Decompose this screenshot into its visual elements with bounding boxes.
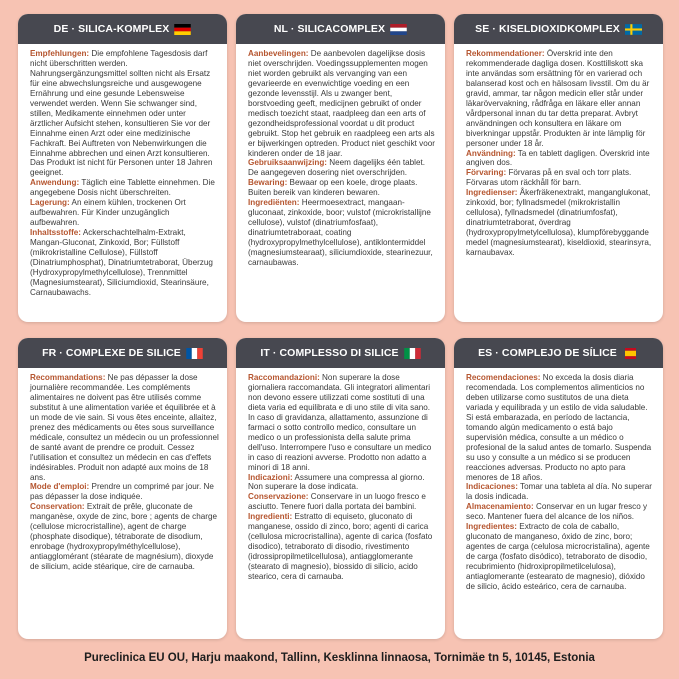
- card-section: [466, 49, 655, 149]
- section-label: Ingredientes:: [466, 522, 518, 532]
- section-label: Anwendung:: [30, 178, 80, 188]
- card-section: [30, 49, 219, 178]
- section-text: Åkerfräkenextrakt, manganglukonat, zinkoxid, bor; fyllnadsmedel (mikrokristallin cellulosa), fyllnadsmedel (dinatriumfosfat), dinatriumtetraborat, överdrag (hydroxypropylmetylcellulosa), klumpförebyggande medel (magnesiumstearat), kiseldioxid, stearinsyra, karnaubavax.: [466, 188, 652, 258]
- section-label: Indicaciones:: [466, 482, 518, 492]
- section-label: Mode d'emploi:: [30, 482, 90, 492]
- section-text: Ne pas dépasser la dose journalière recommandée. Les compléments alimentaires ne doivent pas être utilisés comme substitut à une alimentation variée et équilibrée et à un mode de vie sain. Si vous êtes enceinte, allaitez, prenez des médicaments ou êtes sous surveillance médicale, consultez un médecin ou un professionnel de santé avant de prendre ce produit. Cessez l'utilisation et consultez un médecin en cas d'effets indésirables. Produit non adapté aux moins de 18 ans.: [30, 373, 219, 482]
- section-label: Förvaring:: [466, 168, 507, 178]
- section-text: Extrait de prêle, gluconate de manganèse, oxyde de zinc, bore ; agents de charge (cellulose microcristalline), agent de charge (phosphate disodique), tétraborate de disodium, enrobage (hydroxypropylméthylcellulose), antiagglomérant (stéarate de magnésium), dioxyde de silicium, acide stéarique, cire de carnauba.: [30, 502, 217, 572]
- section-label: Conservazione:: [248, 492, 309, 502]
- section-text: Heermoesextract, mangaan-gluconaat, zinkoxide, boor; vulstof (microkristallijne cellulose), vulstof (dinatriumfosfaat), dinatriumtetraboraat, coating (hydroxypropylmethylcellulose), antiklontermiddel (magnesiumstearaat), siliciumdioxide, stearinezuur, carnaubawas.: [248, 198, 433, 268]
- card-it: [236, 338, 445, 639]
- card-section: [248, 512, 437, 582]
- card-section: [466, 522, 655, 592]
- card-fr: [18, 338, 227, 639]
- section-text: Tomar una tableta al día. No superar la dosis indicada.: [466, 482, 652, 502]
- section-label: Lagerung:: [30, 198, 70, 208]
- card-body: [18, 368, 227, 578]
- card-section: [248, 49, 437, 158]
- section-text: Extracto de cola de caballo, gluconato de manganeso, óxido de zinc, boro; agentes de carga (celulosa microcristalina), agente de carga (fosfato disódico), tetraborato de disodio, recubrimiento (hidroxipropilmetilcelulosa), antiaglomerante (estearato de magnesio), dióxido de silicio, ácido esteárico, cera de carnauba.: [466, 522, 650, 592]
- card-title-bar: [236, 338, 445, 368]
- card-section: [30, 373, 219, 482]
- card-section: [248, 158, 437, 178]
- section-text: Conservare in un luogo fresco e asciutto. Tenere fuori dalla portata dei bambini.: [248, 492, 426, 512]
- section-label: Rekommendationer:: [466, 49, 545, 58]
- card-se: [454, 14, 663, 322]
- card-title: IT · COMPLESSO DI SILICE: [260, 347, 399, 359]
- section-label: Empfehlungen:: [30, 49, 90, 58]
- card-es: [454, 338, 663, 639]
- card-section: [30, 482, 219, 502]
- section-label: Inhaltsstoffe:: [30, 228, 82, 238]
- section-text: Neem dagelijks één tablet. De aangegeven dosering niet overschrijden.: [248, 158, 426, 178]
- section-text: Täglich eine Tablette einnehmen. Die angegebene Dosis nicht überschreiten.: [30, 178, 215, 198]
- card-title: SE · KISELDIOXIDKOMPLEX: [475, 23, 620, 35]
- section-text: Conservar en un lugar fresco y seco. Mantener fuera del alcance de los niños.: [466, 502, 648, 522]
- section-label: Ingrediënten:: [248, 198, 300, 208]
- section-label: Ingredienser:: [466, 188, 518, 198]
- card-title-bar: [454, 338, 663, 368]
- section-label: Ingredienti:: [248, 512, 293, 522]
- card-section: [248, 373, 437, 473]
- section-label: Bewaring:: [248, 178, 288, 188]
- card-title: FR · COMPLEXE DE SILICE: [42, 347, 181, 359]
- section-text: Non superare la dose giornaliera raccomandata. Gli integratori alimentari non devono essere utilizzati come sostituti di una dieta varia ed equilibrata e di uno stile di vita sano. In caso di gravidanza, allattamento, assunzione di farmaci o sotto controllo medico, consultare un medico o un professionista della salute prima dell'uso. Interrompere l'uso e consultare un medico in caso di reazioni avverse. Prodotto non adatto a minori di 18 anni.: [248, 373, 432, 472]
- card-section: [30, 198, 219, 228]
- card-de: [18, 14, 227, 322]
- card-section: [466, 482, 655, 502]
- card-section: [248, 198, 437, 268]
- card-title: NL · SILICACOMPLEX: [273, 23, 386, 35]
- section-text: De aanbevolen dagelijkse dosis niet overschrijden. Voedingssupplementen mogen niet worden gebruikt als vervanging van een gevarieerde en evenwichtige voeding en een gezonde levensstijl. Als u zwanger bent, borstvoeding geeft, medicijnen gebruikt of onder medisch toezicht staat, raadpleeg dan een arts of gezondheidsprofessional voordat u dit product gebruikt. Stop het gebruik en raadpleeg een arts als er bijwerkingen optreden. Product niet geschikt voor kinderen onder de 18 jaar.: [248, 49, 435, 158]
- card-title-bar: [236, 14, 445, 44]
- section-text: An einem kühlen, trockenen Ort aufbewahren. Für Kinder unzugänglich aufbewahren.: [30, 198, 186, 228]
- section-text: Assumere una compressa al giorno. Non superare la dose indicata.: [248, 472, 425, 492]
- france-flag-icon: [186, 348, 203, 359]
- card-title: DE · SILICA-KOMPLEX: [53, 23, 170, 35]
- card-section: [248, 178, 437, 198]
- section-label: Användning:: [466, 148, 516, 158]
- card-section: [30, 178, 219, 198]
- section-label: Recommandations:: [30, 373, 106, 382]
- section-text: Förvaras på en sval och torr plats. Förvaras utom räckhåll för barn.: [466, 168, 632, 188]
- card-section: [466, 502, 655, 522]
- card-section: [466, 168, 655, 188]
- card-section: [30, 502, 219, 572]
- card-section: [466, 149, 655, 169]
- card-title-bar: [454, 14, 663, 44]
- section-label: Raccomandazioni:: [248, 373, 320, 382]
- section-text: Die empfohlene Tagesdosis darf nicht überschritten werden. Nahrungsergänzungsmittel sollten nicht als Ersatz für eine abwechslungsreiche und ausgewogene Ernährung und eine gesunde Lebensweise verwendet werden. Wenn Sie schwanger sind, stillen, Medikamente einnehmen oder unter ärztlicher Aufsicht stehen, konsultieren Sie vor der Einnahme einen Arzt oder eine medizinische Fachkraft. Bei Auftreten von Nebenwirkungen die Einnahme abbrechen und einen Arzt konsultieren. Das Produkt ist nicht für Personen unter 18 Jahren geeignet.: [30, 49, 213, 178]
- italy-flag-icon: [404, 348, 421, 359]
- section-text: Bewaar op een koele, droge plaats. Buiten bereik van kinderen bewaren.: [248, 178, 418, 198]
- card-section: [466, 188, 655, 258]
- card-title: ES · COMPLEJO DE SÍLICE: [478, 347, 617, 359]
- card-nl: [236, 14, 445, 322]
- card-section: [466, 373, 655, 482]
- section-label: Gebruiksaanwijzing:: [248, 158, 328, 168]
- card-body: [18, 44, 227, 304]
- section-text: No exceda la dosis diaria recomendada. Los complementos alimenticios no deben utilizarse como sustitutos de una dieta variada y equilibrada y un estilo de vida saludable. Si está embarazada, en período de lactancia, tomando algún medicamento o está bajo supervisión médica, consulte a un médico o profesional de la salud antes de tomarlo. Suspenda su uso y consulte a un médico si se producen reacciones adversas. Producto no apto para menores de 18 años.: [466, 373, 652, 482]
- section-text: Prendre un comprimé par jour. Ne pas dépasser la dose indiquée.: [30, 482, 214, 502]
- card-section: [248, 473, 437, 493]
- section-label: Almacenamiento:: [466, 502, 534, 512]
- netherlands-flag-icon: [390, 24, 407, 35]
- section-label: Indicazioni:: [248, 472, 293, 482]
- card-body: [236, 368, 445, 588]
- card-section: [30, 228, 219, 298]
- card-body: [454, 44, 663, 264]
- section-label: Recomendaciones:: [466, 373, 541, 382]
- germany-flag-icon: [174, 24, 191, 35]
- card-title-bar: [18, 338, 227, 368]
- company-address-footer: Pureclinica EU OU, Harju maakond, Tallinn, Kesklinna linnaosa, Tornimäe tn 5, 10145, Estonia: [84, 652, 595, 664]
- card-section: [248, 492, 437, 512]
- sweden-flag-icon: [625, 24, 642, 35]
- section-label: Aanbevelingen:: [248, 49, 309, 58]
- section-text: Ta en tablett dagligen. Överskrid inte angiven dos.: [466, 148, 650, 168]
- card-title-bar: [18, 14, 227, 44]
- section-text: Estratto di equiseto, gluconato di manganese, ossido di zinco, boro; agenti di carica (cellulosa microcristallina), agente di carica (fosfato disodico), tetraborato di disodio, rivestimento (idrossipropilmetilcellulosa), antiagglomerante (stearato di magnesio), biossido di silicio, acido stearico, cera di carnauba.: [248, 512, 433, 582]
- card-body: [454, 368, 663, 598]
- section-label: Conservation:: [30, 502, 85, 512]
- section-text: Överskrid inte den rekommenderade dagliga dosen. Kosttillskott ska inte användas som ersättning för en varierad och balanserad kost och en hälsosam livsstil. Om du är gravid, ammar, tar någon medicin eller står under läkarövervakning, rådfråga en läkare eller annan vårdpersonal innan du tar detta preparat. Avbryt användningen och konsultera en läkare om biverkningar uppstår. Produkten är inte lämplig för personer under 18 år.: [466, 49, 650, 148]
- section-text: Ackerschachtelhalm-Extrakt, Mangan-Gluconat, Zinkoxid, Bor; Füllstoff (mikrokristalline Cellulose), Füllstoff (Dinatriumphosphat), Dinatriumtetraborat, Überzug (Hydroxypropylmethylcellulose), Trennmittel (Magnesiumstearat), Siliciumdioxid, Stearinsäure, Carnaubawachs.: [30, 228, 213, 297]
- card-body: [236, 44, 445, 274]
- spain-flag-icon: [622, 348, 639, 359]
